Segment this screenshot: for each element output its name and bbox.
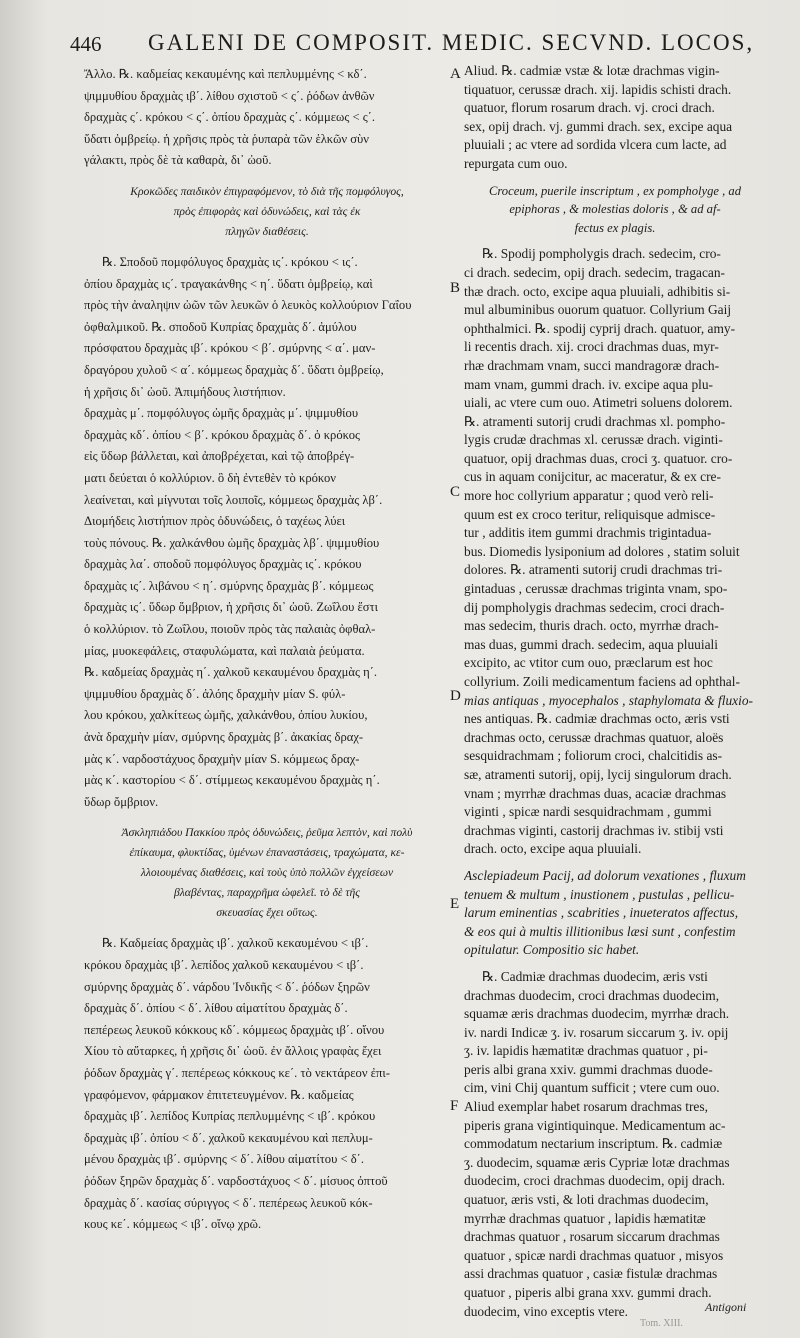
greek-line: κους κε΄. κόμμεως < ιβ΄. οἴνῳ χρῶ. — [84, 1217, 262, 1232]
greek-line: ψιμμυθίου δραχμὰς ιβ΄. λίθου σχιστοῦ < ς΄. ῥόδων ἀνθῶν — [84, 88, 375, 103]
latin-line: ℞. atramenti sutorij crudi drachmas xl. pompho- — [464, 413, 726, 429]
margin-letter-b: B — [450, 280, 461, 296]
greek-spacer — [84, 242, 450, 252]
greek-line: Χίου τὸ αὔταρκες, ἡ χρῆσις δι᾽ ὠοῦ. ἐν ἄλλοις γραφὰς ἔχει — [84, 1044, 382, 1059]
greek-line: δραχμὰς ιβ΄. λεπίδος Κυπρίας πεπλυμμένης < ιβ΄. κρόκου — [84, 1109, 376, 1124]
latin-line: uiali, ac vtere cum ouo. Atimetri soluens dolorem. — [464, 395, 733, 411]
greek-line: δραχμὰς μ΄. πομφόλυγος ὠμῆς δραχμὰς μ΄. ψιμμυθίου — [84, 406, 359, 421]
latin-line: opitulatur. Compositio sic habet. — [464, 942, 640, 958]
greek-spacer — [84, 813, 450, 823]
latin-line: sesquidrachmam ; foliorum croci, chalcitidis as- — [464, 748, 723, 764]
margin-letter-e: E — [450, 896, 460, 912]
greek-line: ματι δεύεται ὁ κολλύριον. ὃ δὴ ἐντεθὲν τὸ κρόκον — [84, 470, 336, 485]
greek-line: μίας, μυοκεφάλεις, σταφυλώματα, καὶ παλαιὰ ῥεύματα. — [84, 643, 365, 658]
greek-caption-line: Κροκῶδες παιδικὸν ἐπιγραφόμενον, τὸ διὰ τῆς πομφόλυγος, — [130, 184, 404, 198]
greek-line: ὕδατι ὀμβρείῳ. ἡ χρῆσις πρὸς τὰ ῥυπαρὰ τῶν ἑλκῶν σὺν — [84, 131, 369, 146]
latin-line: quatuor , spicæ nardi drachmas quatuor , misyos — [464, 1247, 724, 1263]
greek-spacer — [84, 923, 450, 933]
latin-line: vnam ; myrrhæ drachmas duas, acaciæ drachmas — [464, 785, 727, 801]
latin-line: tur , additis item gummi drachmis trigintadua- — [464, 525, 712, 541]
greek-line: ὀφθαλμικοῦ. ℞. σποδοῦ Κυπρίας δραχμὰς δ΄. ἀμύλου — [84, 319, 357, 334]
bleed-through-mark: Tom. XIII. — [640, 1318, 683, 1329]
latin-line: cim, vini Chij quantum sufficit ; vtere cum ouo. — [464, 1080, 720, 1096]
greek-line: ℞. Σποδοῦ πομφόλυγος δραχμὰς ις΄. κρόκου < ις΄. — [102, 254, 358, 269]
latin-line: ʒ. iv. lapidis hæmatitæ drachmas quatuor , pi- — [464, 1043, 708, 1059]
greek-line: δραχμὰς ις΄. ὕδωρ ὄμβριον, ἡ χρῆσις δι᾽ ὠοῦ. Ζωΐλου ἔστι — [84, 600, 379, 615]
latin-line: quum est ex croco teritur, reliquisque admisce- — [464, 506, 716, 522]
latin-spacer — [464, 237, 766, 245]
greek-line: δραχμὰς ιβ΄. ὀπίου < δ΄. χαλκοῦ κεκαυμένου καὶ πεπλυμ- — [84, 1130, 373, 1145]
greek-spacer — [84, 172, 450, 182]
latin-line: drach. octo, excipe aqua pluuiali. — [464, 841, 642, 857]
greek-line: κρόκου δραχμὰς ιβ΄. λεπίδος χαλκοῦ κεκαυμένου < ιβ΄. — [84, 958, 364, 972]
latin-line: bus. Diomedis lysiponium ad dolores , statim soluit — [464, 543, 740, 559]
latin-line: assi drachmas quatuor , casiæ fistulæ drachmas — [464, 1266, 718, 1282]
latin-line: collyrium. Zoili medicamentum faciens ad ophthal- — [464, 674, 740, 689]
greek-line: τοὺς πόνους. ℞. χαλκάνθου ὠμῆς δραχμὰς λβ΄. ψιμμυθίου — [84, 535, 380, 550]
greek-caption-line: ἐπίκαυμα, φλυκτίδας, ὑμένων ἐπαναστάσεις, τραχώματα, κε- — [129, 846, 405, 860]
catchword: Antigoni — [705, 1300, 747, 1314]
greek-line: ψιμμυθίου δραχμὰς δ΄. ἀλόης δραχμὴν μίαν S. φύλ- — [84, 686, 346, 701]
greek-line: ῥόδων δραχμὰς γ΄. πεπέρεως κόκκους κε΄. τὸ νεκτάρεον ἐπι- — [84, 1065, 390, 1080]
greek-line: δραχμὰς ς΄. κρόκου < ς΄. ὀπίου δραχμὰς ς΄. κόμμεως < ς΄. — [84, 110, 376, 125]
latin-line: rhæ drachmam vnam, succi mandragoræ drach- — [464, 357, 720, 373]
greek-line: ἡ χρῆσις δι᾽ ὠοῦ. Ἀπιμήδους λιστήπιον. — [84, 384, 286, 399]
latin-text-column — [464, 62, 766, 1321]
latin-line: quatuor, opij drachmas duas, croci ʒ. quatuor. cro- — [464, 450, 733, 466]
latin-line: duodecim, vino exceptis vtere. — [464, 1303, 628, 1319]
latin-line: myrrhæ drachmas quatuor , lapidis hæmatitæ — [464, 1210, 706, 1226]
latin-line: pluuiali ; ac vtere ad sordida vlcera cum lacte, ad — [464, 137, 727, 153]
latin-line: sex, opij drach. vj. gummi drach. sex, excipe aqua — [464, 118, 733, 134]
greek-line: γραφόμενον, φάρμακον ἐπιτετευγμένον. ℞. καδμείας — [84, 1087, 354, 1102]
latin-line: nes antiquas. ℞. cadmiæ drachmas octo, æris vsti — [464, 711, 730, 727]
latin-line: li recentis drach. xij. croci drachmas duas, myr- — [464, 339, 719, 355]
latin-line: mam vnam, gummi drach. iv. excipe aqua plu- — [464, 376, 714, 392]
latin-line: drachmas quatuor , rosarum siccarum drachmas — [464, 1229, 720, 1245]
greek-line: δραχμὰς δ΄. κασίας σύριγγος < δ΄. πεπέρεως λευκοῦ κόκ- — [84, 1195, 373, 1210]
latin-line: mas duas, gummi drach. sedecim, aqua pluuiali — [464, 636, 718, 652]
greek-line: δραχμὰς δ΄. ὀπίου < δ΄. λίθου αἱματίτου δραχμὰς δ΄. — [84, 1001, 348, 1016]
latin-line: peris albi grana xxiv. gummi drachmas duode- — [464, 1061, 713, 1077]
latin-line: tenuem & multum , inustionem , pustulas , pellicu- — [464, 886, 735, 902]
latin-line: thæ drach. octo, excipe aqua pluuiali, adhibitis si- — [464, 283, 731, 299]
greek-caption-line: σκευασίας ἔχει οὕτως. — [216, 906, 318, 920]
margin-letter-c: C — [450, 484, 461, 500]
greek-line: ὀπίου δραχμὰς ις΄. τραγακάνθης < η΄. ὕδατι ὀμβρείῳ, καὶ — [84, 276, 373, 291]
latin-line: & eos qui à multis illitionibus læsi sunt , confestim — [464, 923, 736, 939]
greek-caption-line: Ἀσκληπιάδου Πακκίου πρὸς ὀδυνώδεις, ῥεῦμα λεπτὸν, καὶ πολὺ — [121, 826, 413, 840]
latin-line: ʒ. duodecim, squamæ æris Cypriæ lotæ drachmas — [464, 1154, 730, 1170]
latin-line: larum eminentias , scabrities , inueteratos affectus, — [464, 905, 739, 921]
greek-line: πρὸς τὴν ἀναληψιν ὠῶν τῶν λευκῶν ὁ λευκὸς κολλούριον Γαΐου — [84, 298, 412, 313]
latin-caption-line: epiphoras , & molestias doloris , & ad af- — [509, 202, 721, 217]
greek-line: γάλακτι, πρὸς δὲ τὰ καθαρὰ, δι᾽ ὠοῦ. — [84, 153, 272, 168]
latin-spacer — [464, 859, 766, 867]
latin-line: drachmas viginti, castorij drachmas iv. stibij vsti — [464, 822, 724, 838]
greek-caption-line: πρὸς ἐπιφορὰς καὶ ὀδυνώδεις, καὶ τὰς ἐκ — [173, 204, 361, 218]
latin-line: more hoc collyrium apparatur ; quod verò reli- — [464, 488, 714, 504]
greek-line: δραχμὰς κδ΄. ὀπίου < β΄. κρόκου δραχμὰς δ΄. ὁ κρόκος — [84, 427, 360, 442]
greek-line: μὰς κ΄. ναρδοστάχυος δραχμὴν μίαν S. κόμμεως δραχ- — [84, 751, 360, 766]
latin-line: duodecim, croci drachmas duodecim, opij drach. — [464, 1173, 726, 1189]
greek-line: λεαίνεται, καὶ μίγνυται τοῖς λοιποῖς, κόμμεως δραχμὰς λβ΄. — [84, 492, 383, 507]
greek-line: ὁ κολλύριον. τὸ Ζωΐλου, ποιοῦν πρὸς τὰς παλαιὰς ὀφθαλ- — [84, 622, 376, 637]
latin-line: repurgata cum ouo. — [464, 155, 568, 171]
latin-line: mias antiquas , myocephalos , staphylomata & fluxio- — [464, 692, 753, 708]
latin-line: ℞. Spodij pompholygis drach. sedecim, cro- — [482, 246, 721, 262]
latin-line: sæ, atramenti sutorij, opij, lycij singulorum drach. — [464, 766, 732, 782]
greek-caption-line: βλαβέντας, παραχρῆμα ὠφελεῖ. τὸ δὲ τῆς — [174, 886, 360, 900]
greek-line: δραχμὰς ις΄. λιβάνου < η΄. σμύρνης δραχμὰς β΄. κόμμεως — [84, 578, 374, 593]
greek-text-column — [84, 64, 450, 1236]
greek-line: δραχμὰς λα΄. σποδοῦ πομφόλυγος δραχμὰς ις΄. κρόκου — [84, 557, 362, 572]
latin-line: gintaduas , cerussæ drachmas triginta vnam, spo- — [464, 581, 728, 597]
latin-line: ci drach. sedecim, opij drach. sedecim, tragacan- — [464, 264, 725, 280]
greek-line: ὕδωρ ὄμβριον. — [84, 794, 159, 809]
margin-letter-a: A — [450, 66, 461, 82]
latin-line: Aliud exemplar habet rosarum drachmas tres, — [464, 1099, 708, 1115]
greek-caption-line: λλοιουμένας διαθέσεις, καὶ τοὺς ὑπὸ πολλῶν ἐγχείσεων — [140, 866, 394, 880]
latin-caption-line: fectus ex plagis. — [574, 220, 656, 235]
latin-line: squamæ æris drachmas duodecim, myrrhæ drach. — [464, 1006, 730, 1022]
greek-line: ῥόδων ξηρῶν δραχμὰς δ΄. ναρδοστάχυος < δ΄. μίσυος ὀπτοῦ — [84, 1173, 388, 1188]
latin-line: commodatum nectarium inscriptum. ℞. cadmiæ — [464, 1136, 723, 1152]
greek-line: ἀνὰ δραχμὴν μίαν, σμύρνης δραχμὰς β΄. ἀκακίας δραχ- — [84, 730, 364, 745]
greek-caption-line: πληγῶν διαθέσεις. — [225, 224, 309, 238]
latin-line: excipito, ac vtitor cum ouo, præclarum est hoc — [464, 655, 713, 671]
greek-line: ℞. καδμείας δραχμὰς η΄. χαλκοῦ κεκαυμένου δραχμὰς η΄. — [84, 665, 378, 680]
latin-line: mul albuminibus ouorum quatuor. Collyrium Gaij — [464, 302, 732, 318]
latin-line: tiquatuor, cerussæ drach. xij. lapidis schisti drach. — [464, 81, 732, 97]
greek-line: πεπέρεως λευκοῦ κόκκους κδ΄. κόμμεως δραχμὰς ιβ΄. οἴνου — [84, 1022, 385, 1037]
latin-spacer — [464, 174, 766, 182]
latin-line: iv. nardi Indicæ ʒ. iv. rosarum siccarum ʒ. iv. opij — [464, 1024, 729, 1040]
latin-spacer — [464, 960, 766, 968]
greek-line: Διομήδεις λιστήπιον πρὸς ὀδυνώδεις, ὁ ταχέως λύει — [84, 514, 346, 529]
latin-line: quatuor , piperis albi grana xxv. gummi drach. — [464, 1285, 712, 1300]
margin-letter-d: D — [450, 688, 461, 704]
running-title: GALENI DE COMPOSIT. MEDIC. SECVND. LOCOS, — [148, 30, 755, 55]
latin-line: mas sedecim, thuris drach. octo, myrrhæ drach- — [464, 618, 719, 634]
latin-line: cus in aquam conijcitur, ac maceratur, & ex cre- — [464, 469, 721, 485]
latin-line: viginti , spicæ nardi sesquidrachmam , gummi — [464, 804, 712, 820]
greek-line: μὰς κ΄. καστορίου < δ΄. στίμμεως κεκαυμένου δραχμὰς η΄. — [84, 773, 380, 788]
latin-line: dij pompholygis drachmas sedecim, croci drach- — [464, 599, 725, 615]
greek-line: Ἄλλο. ℞. καδμείας κεκαυμένης καὶ πεπλυμμένης < κδ΄. — [84, 67, 367, 81]
greek-line: ℞. Καδμείας δραχμὰς ιβ΄. χαλκοῦ κεκαυμένου < ιβ΄. — [102, 936, 369, 951]
greek-line: σμύρνης δραχμὰς δ΄. νάρδου Ἰνδικῆς < δ΄. ῥόδων ξηρῶν — [84, 979, 370, 994]
page-number: 446 — [70, 32, 102, 56]
greek-line: δραγόρου χυλοῦ < α΄. κόμμεως δραχμὰς δ΄. ὕδατι ὀμβρείῳ, — [84, 362, 384, 377]
page-header — [70, 30, 760, 66]
greek-line: πρόσφατου δραχμὰς ιβ΄. κρόκου < β΄. σμύρνης < α΄. μαν- — [84, 341, 376, 356]
margin-letter-f: F — [450, 1098, 459, 1114]
latin-line: drachmas octo, cerussæ drachmas quatuor, aloës — [464, 729, 724, 745]
latin-line: drachmas duodecim, croci drachmas duodecim, — [464, 987, 720, 1003]
latin-line: ℞. Cadmiæ drachmas duodecim, æris vsti — [482, 968, 708, 984]
latin-line: quatuor, æris vsti, & loti drachmas duodecim, — [464, 1192, 709, 1208]
latin-line: lygis crudæ drachmas xl. cerussæ drach. viginti- — [464, 432, 723, 448]
latin-caption-line: Croceum, puerile inscriptum , ex pompholyge , ad — [488, 183, 742, 198]
latin-line: ophthalmici. ℞. spodij cyprij drach. quatuor, amy- — [464, 320, 736, 336]
greek-line: μένου δραχμὰς ιβ΄. σμύρνης < δ΄. λίθου αἱματίτου < δ΄. — [84, 1152, 365, 1167]
latin-line: Asclepiadeum Pacij, ad dolorum vexationes , fluxum — [464, 867, 746, 883]
greek-line: λου κρόκου, χαλκίτεως ὠμῆς, χαλκάνθου, ὀπίου λυκίου, — [84, 708, 368, 723]
latin-line: dolores. ℞. atramenti sutorij crudi drachmas tri- — [464, 562, 723, 578]
latin-line: quatuor, florum rosarum drach. vj. croci drach. — [464, 100, 715, 116]
latin-line: Aliud. ℞. cadmiæ vstæ & lotæ drachmas vigin- — [464, 63, 720, 78]
latin-line: piperis grana vigintiquinque. Medicamentum ac- — [464, 1117, 726, 1133]
greek-line: εἰς ὕδωρ βάλλεται, καὶ ἀποβρέχεται, καὶ τῷ ἀποβρέγ- — [84, 449, 355, 464]
